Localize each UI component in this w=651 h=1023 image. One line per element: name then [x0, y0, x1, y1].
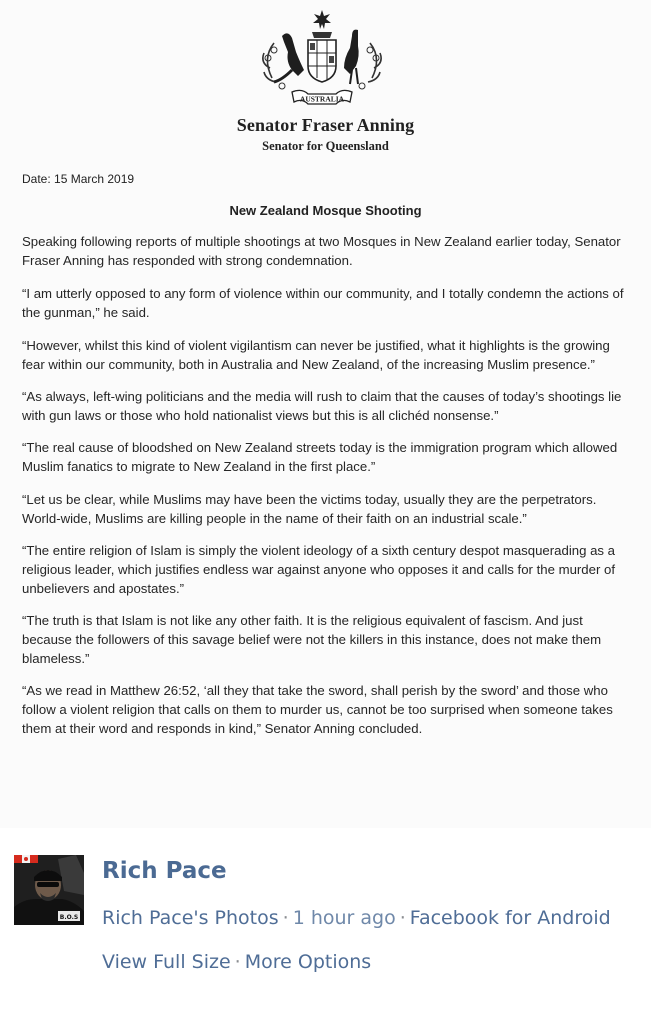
post-meta: [102, 907, 611, 929]
body-paragraph: Speaking following reports of multiple shootings at two Mosques in New Zealand earlier today, Senator Fraser Anning has responded with strong condemnation.: [22, 234, 621, 268]
profile-photo-icon: [14, 855, 84, 925]
separator: ·: [282, 907, 289, 929]
body-paragraph: “The truth is that Islam is not like any other faith. It is the religious equivalent of fascism. And just because the followers of this savage belief were not the killers in this instance, does not make them blameless.”: [22, 613, 602, 666]
body-paragraph: “As always, left-wing politicians and the media will rush to claim that the causes of today’s shootings lie with gun laws or those who hold nationalist views but this is all clichéd nonsense.”: [22, 389, 622, 423]
poster-name-link[interactable]: Rich Pace: [102, 858, 227, 884]
separator: ·: [399, 907, 406, 929]
body-paragraph: “Let us be clear, while Muslims may have been the victims today, usually they are the perpetrators. World-wide, Muslims are killing people in the name of their faith on an industrial scale.”: [22, 492, 597, 526]
australian-coat-of-arms-icon: [252, 8, 392, 112]
post-actions: [102, 951, 371, 973]
senator-title: Senator for Queensland: [262, 139, 389, 153]
senator-name: Senator Fraser Anning: [236, 115, 415, 135]
body-paragraph: “The entire religion of Islam is simply the violent ideology of a sixth century despot masquerading as a religious leader, which justifies endless war against anyone who opposes it and calls for the murder of unbelievers and apostates.”: [22, 543, 616, 596]
body-paragraph: “However, whilst this kind of violent vigilantism can never be justified, what it highlights is the growing fear within our community, both in Australia and New Zealand, of the increasing Muslim presence.”: [22, 338, 610, 372]
body-paragraph: “As we read in Matthew 26:52, ‘all they that take the sword, shall perish by the sword’ and those who follow a violent religion that calls on them to murder us, cannot be too surprised when someone takes them at their word and responds in kind,” Senator Anning concluded.: [22, 683, 613, 736]
body-paragraph: “The real cause of bloodshed on New Zealand streets today is the immigration program which allowed Muslim fanatics to migrate to New Zealand in the first place.”: [22, 440, 618, 474]
source-app-link[interactable]: Facebook for Android: [409, 907, 611, 929]
album-link[interactable]: Rich Pace's Photos: [102, 907, 279, 929]
release-date: Date: 15 March 2019: [22, 172, 135, 186]
svg-text:B.O.S: B.O.S: [59, 914, 79, 921]
more-options-link[interactable]: More Options: [244, 951, 372, 973]
release-body: [22, 232, 626, 751]
timestamp[interactable]: 1 hour ago: [292, 907, 396, 929]
avatar[interactable]: [14, 855, 84, 925]
body-paragraph: “I am utterly opposed to any form of violence within our community, and I totally condemn the actions of the gunman,” he said.: [22, 286, 624, 320]
post-footer: [0, 828, 651, 1023]
view-full-size-link[interactable]: View Full Size: [102, 951, 231, 973]
svg-text:AUSTRALIA: AUSTRALIA: [299, 94, 345, 104]
separator: ·: [234, 951, 241, 973]
release-headline: New Zealand Mosque Shooting: [229, 203, 422, 218]
